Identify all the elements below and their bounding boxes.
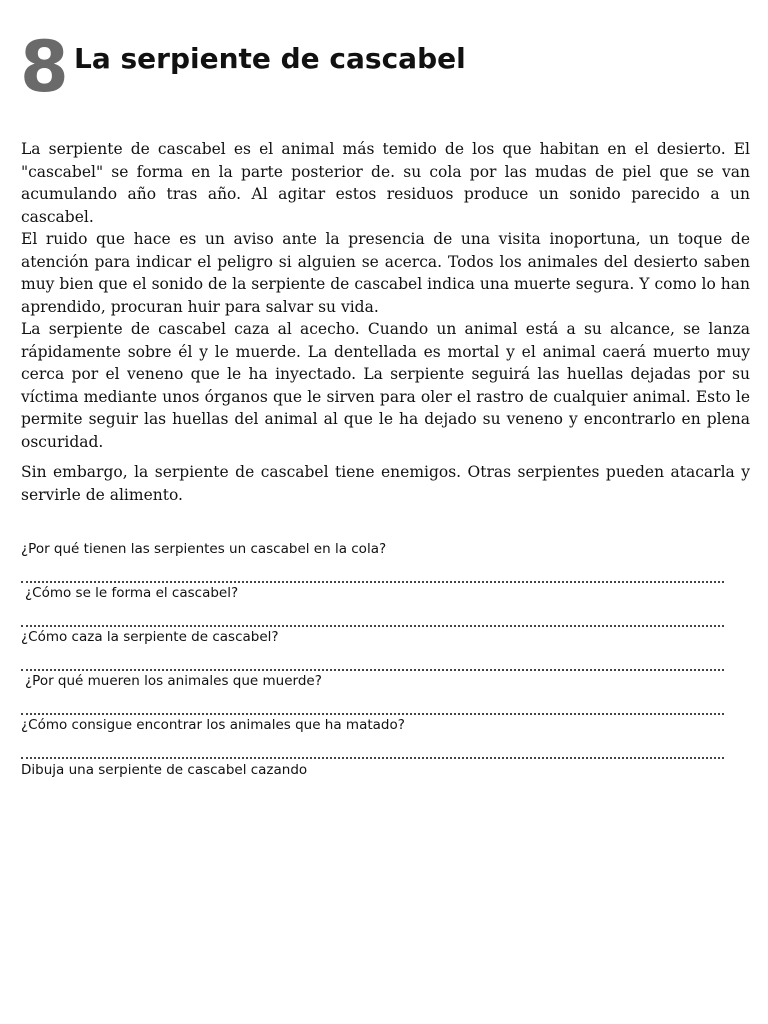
- answer-line-5[interactable]: [21, 735, 724, 759]
- reading-paragraph: El ruido que hace es un aviso ante la presencia de una visita inoportuna, un toque de atención para indicar el peligro si alguien se acerca. Todos los animales del desierto saben muy bien que el sonido de la serpiente de cascabel indica una muerte segura. Y como lo han aprendido, procuran huir para salvar su vida.: [21, 230, 750, 316]
- reading-text: [21, 138, 750, 506]
- reading-paragraph: La serpiente de cascabel es el animal más temido de los que habitan en el desierto. El "cascabel" se forma en la parte posterior de. su cola por las mudas de piel que se van acumulando año tras año. Al agitar estos residuos produce un sonido parecido a un cascabel.: [21, 140, 750, 226]
- drawing-area[interactable]: [21, 790, 748, 1010]
- reading-paragraph: La serpiente de cascabel caza al acecho. Cuando un animal está a su alcance, se lanza rápidamente sobre él y le muerde. La dentellada es mortal y el animal caerá muerto muy cerca por el veneno que le ha inyectado. La serpiente seguirá las huellas dejadas por su víctima mediante unos órganos que le sirven para oler el rastro de cualquier animal. Esto le permite seguir las huellas del animal al que le ha dejado su veneno y encontrarlo en plena oscuridad.: [21, 320, 750, 451]
- page-title: La serpiente de cascabel: [74, 42, 466, 75]
- answer-line-3[interactable]: [21, 647, 724, 671]
- answer-line-2[interactable]: [21, 603, 724, 627]
- question-2: ¿Cómo se le forma el cascabel?: [25, 585, 239, 601]
- question-3: ¿Cómo caza la serpiente de cascabel?: [21, 629, 279, 645]
- drawing-prompt: Dibuja una serpiente de cascabel cazando: [21, 762, 308, 778]
- questions-section: [21, 539, 748, 781]
- page-header: [20, 26, 748, 110]
- question-4: ¿Por qué mueren los animales que muerde?: [25, 673, 322, 689]
- question-1: ¿Por qué tienen las serpientes un cascabel en la cola?: [21, 541, 387, 557]
- answer-line-4[interactable]: [21, 691, 724, 715]
- question-5: ¿Cómo consigue encontrar los animales que ha matado?: [21, 717, 405, 733]
- reading-paragraph: Sin embargo, la serpiente de cascabel tiene enemigos. Otras serpientes pueden atacarla y servirle de alimento.: [21, 463, 750, 504]
- answer-line-1[interactable]: [21, 559, 724, 583]
- lesson-number: 8: [20, 26, 67, 108]
